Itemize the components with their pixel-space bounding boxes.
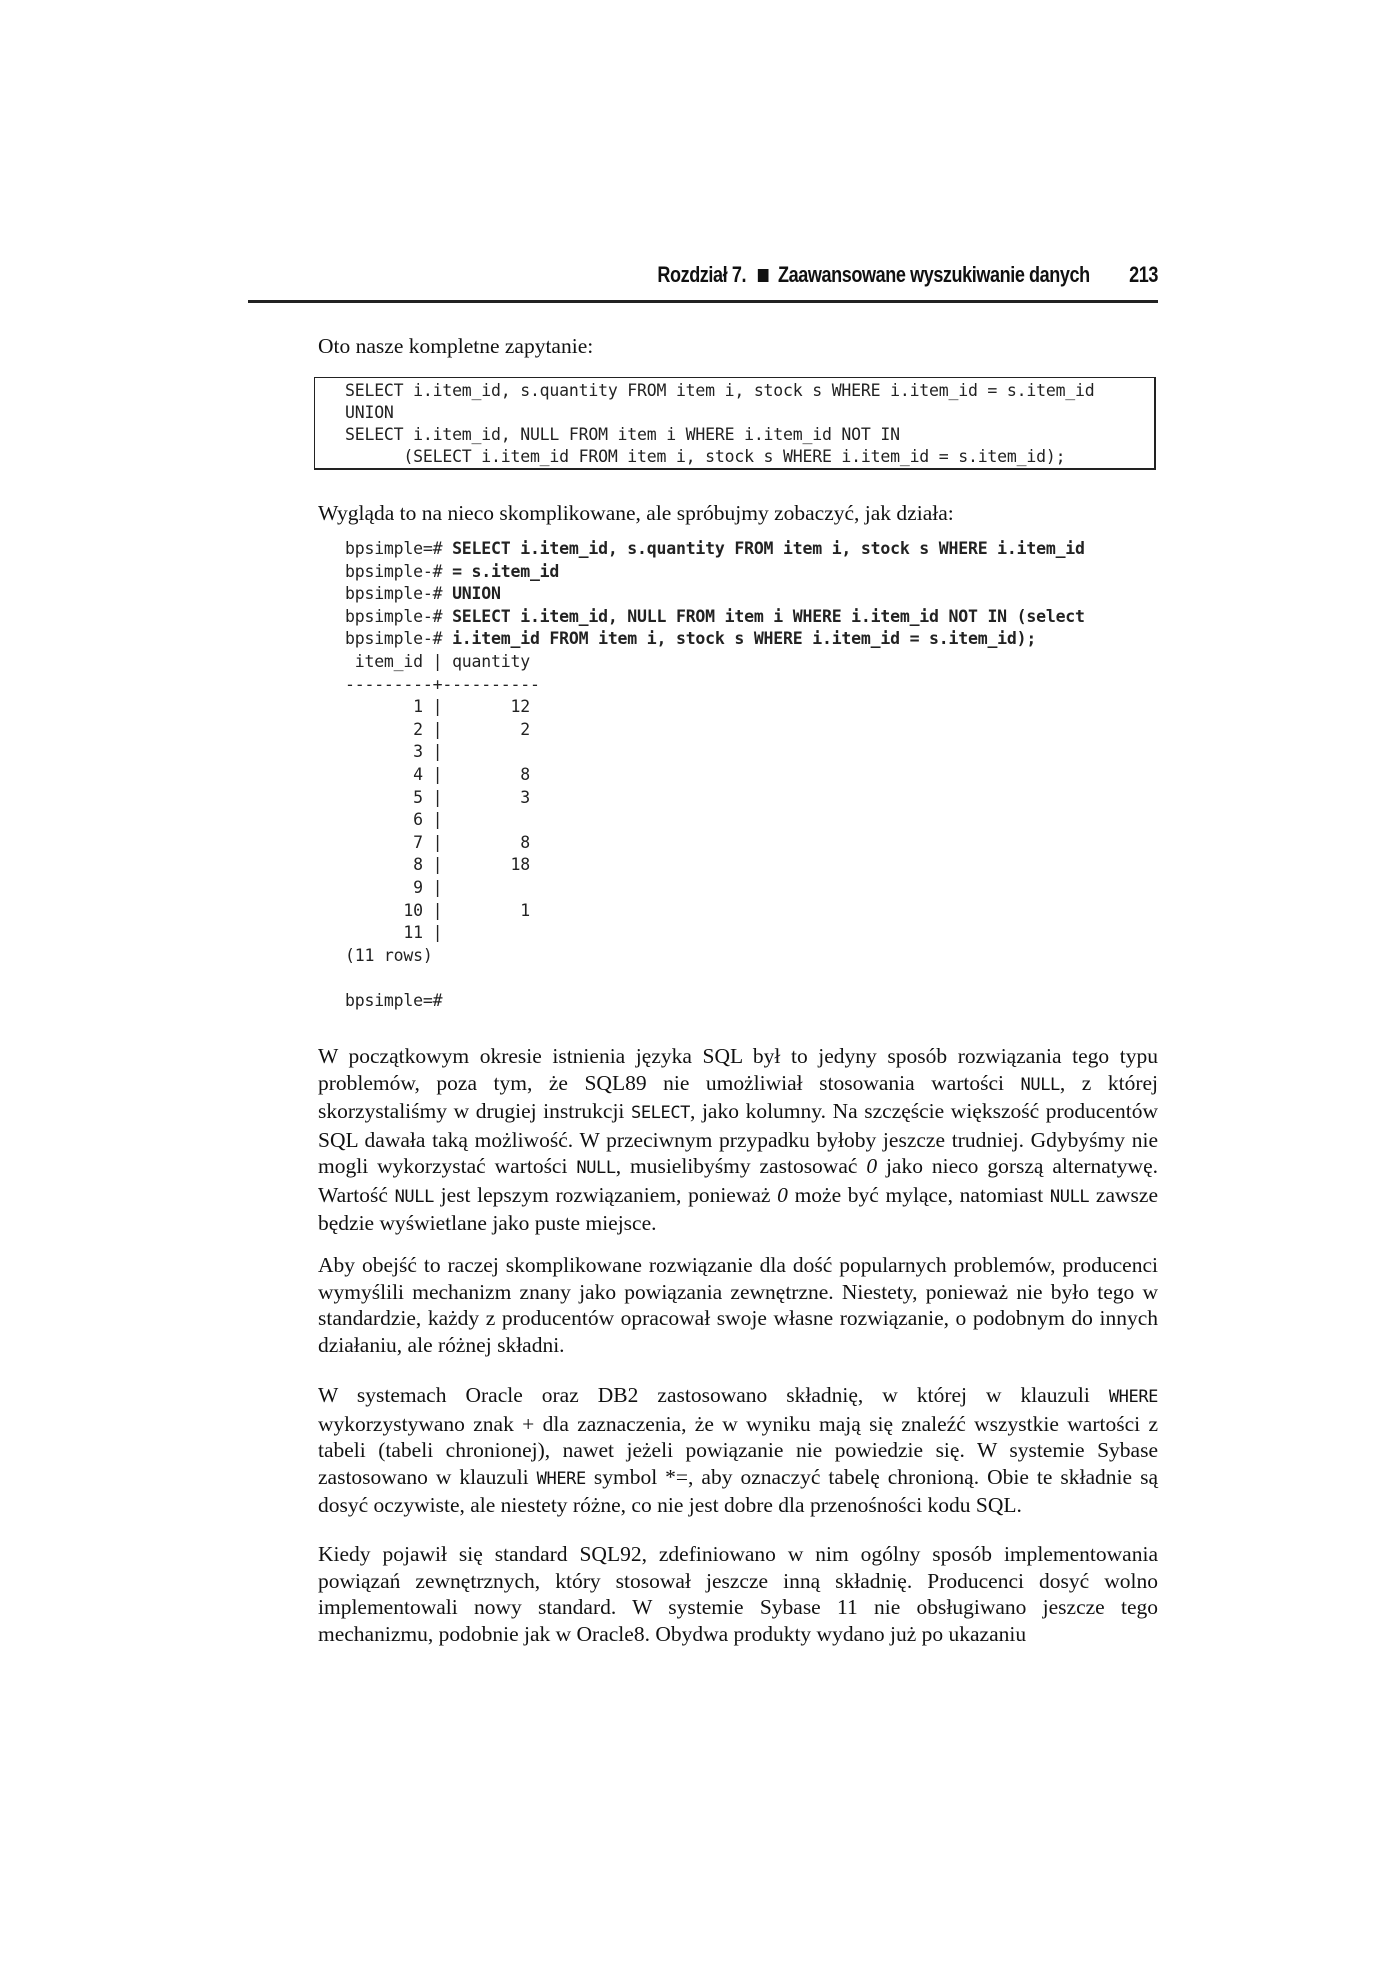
query-code (345, 380, 1095, 468)
square-bullet-icon (758, 269, 769, 282)
body-paragraph (318, 1382, 1158, 1519)
result-row: 10 | 1 (345, 900, 530, 920)
text-run: Kiedy pojawił się standard SQL92, zdefiniowano w nim ogólny sposób implementowania powiązań zewnętrznych, który stosował jeszcze inną składnię. Producenci dosyć wolno implementowali nowy standard. W systemie Sybase 11 nie obsługiwano jeszcze tego mechanizmu, podobnie jak w Oracle8. Obydwa produkty wydano już po ukazaniu (318, 1542, 1158, 1646)
header-rule (248, 300, 1158, 303)
result-row: 9 | (345, 877, 443, 897)
prompt: bpsimple-# (345, 561, 453, 581)
text-run: jest lepszym rozwiązaniem, ponieważ (433, 1182, 778, 1207)
body-paragraph (318, 1043, 1158, 1237)
query-code-box (314, 377, 1156, 470)
body-paragraph (318, 1541, 1158, 1647)
text-run: symbol *=, aby oznaczyć tabelę chronioną. Obie te składnie są dosyć oczywiste, ale niestety różne, co nie jest dobre dla przenośności kodu SQL. (318, 1464, 1158, 1517)
prompt: bpsimple=# (345, 539, 453, 558)
chapter-label: Rozdział 7. (657, 262, 747, 287)
command: UNION (452, 584, 501, 604)
text-run: , z której skorzystaliśmy w drugiej instrukcji (318, 1070, 1158, 1123)
command: SELECT i.item_id, NULL FROM item i WHERE i.item_id NOT IN (select (452, 606, 1085, 626)
result-row: 1 | 12 (345, 697, 530, 717)
text-run: wykorzystywano znak + dla zaznaczenia, że w wyniku mają się znaleźć wszystkie wartości z tabeli (tabeli chronionej), nawet jeżeli powiązanie nie powiedzie się. W systemie Sybase zastosowano w klauzuli (318, 1411, 1158, 1489)
query-line: (SELECT i.item_id FROM item i, stock s WHERE i.item_id = s.item_id); (345, 447, 1066, 466)
text-run: , jako kolumny. Na szczęście większość producentów SQL dawała taką możliwość. W przeciwnym przypadku byłoby jeszcze trudniej. Gdybyśmy nie mogli wykorzystać wartości (318, 1099, 1158, 1178)
result-separator: ---------+---------- (345, 674, 540, 694)
inline-code: NULL (394, 1186, 434, 1207)
final-prompt: bpsimple=# (345, 990, 443, 1010)
running-head (412, 262, 1158, 288)
text-run: jako nieco gorszą alternatywę. Wartość (318, 1154, 1158, 1207)
text-run: może być mylące, natomiast (787, 1182, 1050, 1207)
text-run: , musielibyśmy zastosować (615, 1154, 867, 1178)
command: SELECT i.item_id, s.quantity FROM item i, stock s WHERE i.item_id (452, 539, 1085, 558)
result-row: 5 | 3 (345, 787, 530, 807)
command: = s.item_id (452, 561, 560, 581)
text-run: zawsze będzie wyświetlane jako puste miejsce. (318, 1182, 1158, 1235)
text-run: Aby obejść to raczej skomplikowane rozwiązanie dla dość popularnych problemów, producenci wymyślili mechanizm znany jako powiązania zewnętrzne. Niestety, ponieważ nie było tego w standardzie, każdy z producentów opracował swoje własne rozwiązanie, o podobnym do innych działaniu, ale różnej składni. (318, 1253, 1158, 1357)
inline-code: WHERE (1108, 1387, 1158, 1407)
psql-session (345, 538, 1085, 1012)
lead-text: Wygląda to na nieco skomplikowane, ale spróbujmy zobaczyć, jak działa: (318, 501, 954, 525)
result-row: 7 | 8 (345, 832, 530, 852)
command: i.item_id FROM item i, stock s WHERE i.item_id = s.item_id); (452, 629, 1037, 649)
result-row: 3 | (345, 742, 443, 762)
prompt: bpsimple-# (345, 606, 453, 626)
result-row: 8 | 18 (345, 855, 530, 875)
intro-text: Oto nasze kompletne zapytanie: (318, 334, 594, 358)
page-number: 213 (1129, 262, 1158, 287)
result-header: item_id | quantity (345, 651, 530, 671)
result-row: 6 | (345, 810, 443, 830)
text-run: W początkowym okresie istnienia języka SQL był to jedyny sposób rozwiązania tego typu problemów, poza tym, że SQL89 nie umożliwiał stosowania wartości (318, 1044, 1158, 1095)
inline-code: NULL (576, 1158, 616, 1178)
prompt: bpsimple-# (345, 584, 453, 604)
query-line: UNION (345, 403, 394, 422)
result-row: 2 | 2 (345, 719, 530, 739)
query-line: SELECT i.item_id, NULL FROM item i WHERE i.item_id NOT IN (345, 425, 900, 444)
row-count: (11 rows) (345, 945, 433, 965)
inline-code: NULL (1020, 1074, 1060, 1095)
result-row: 4 | 8 (345, 764, 530, 784)
inline-code: SELECT (630, 1103, 690, 1123)
body-paragraph (318, 1252, 1158, 1358)
text-run: W systemach Oracle oraz DB2 zastosowano składnię, w której w klauzuli (318, 1383, 1109, 1407)
prompt: bpsimple-# (345, 629, 453, 649)
inline-code: NULL (1049, 1186, 1090, 1207)
chapter-title: Zaawansowane wyszukiwanie danych (778, 262, 1090, 287)
italic-text: 0 (866, 1154, 878, 1178)
query-line: SELECT i.item_id, s.quantity FROM item i, stock s WHERE i.item_id = s.item_id (345, 381, 1095, 400)
inline-code: WHERE (536, 1468, 586, 1489)
result-row: 11 | (345, 923, 443, 943)
italic-text: 0 (777, 1182, 788, 1207)
